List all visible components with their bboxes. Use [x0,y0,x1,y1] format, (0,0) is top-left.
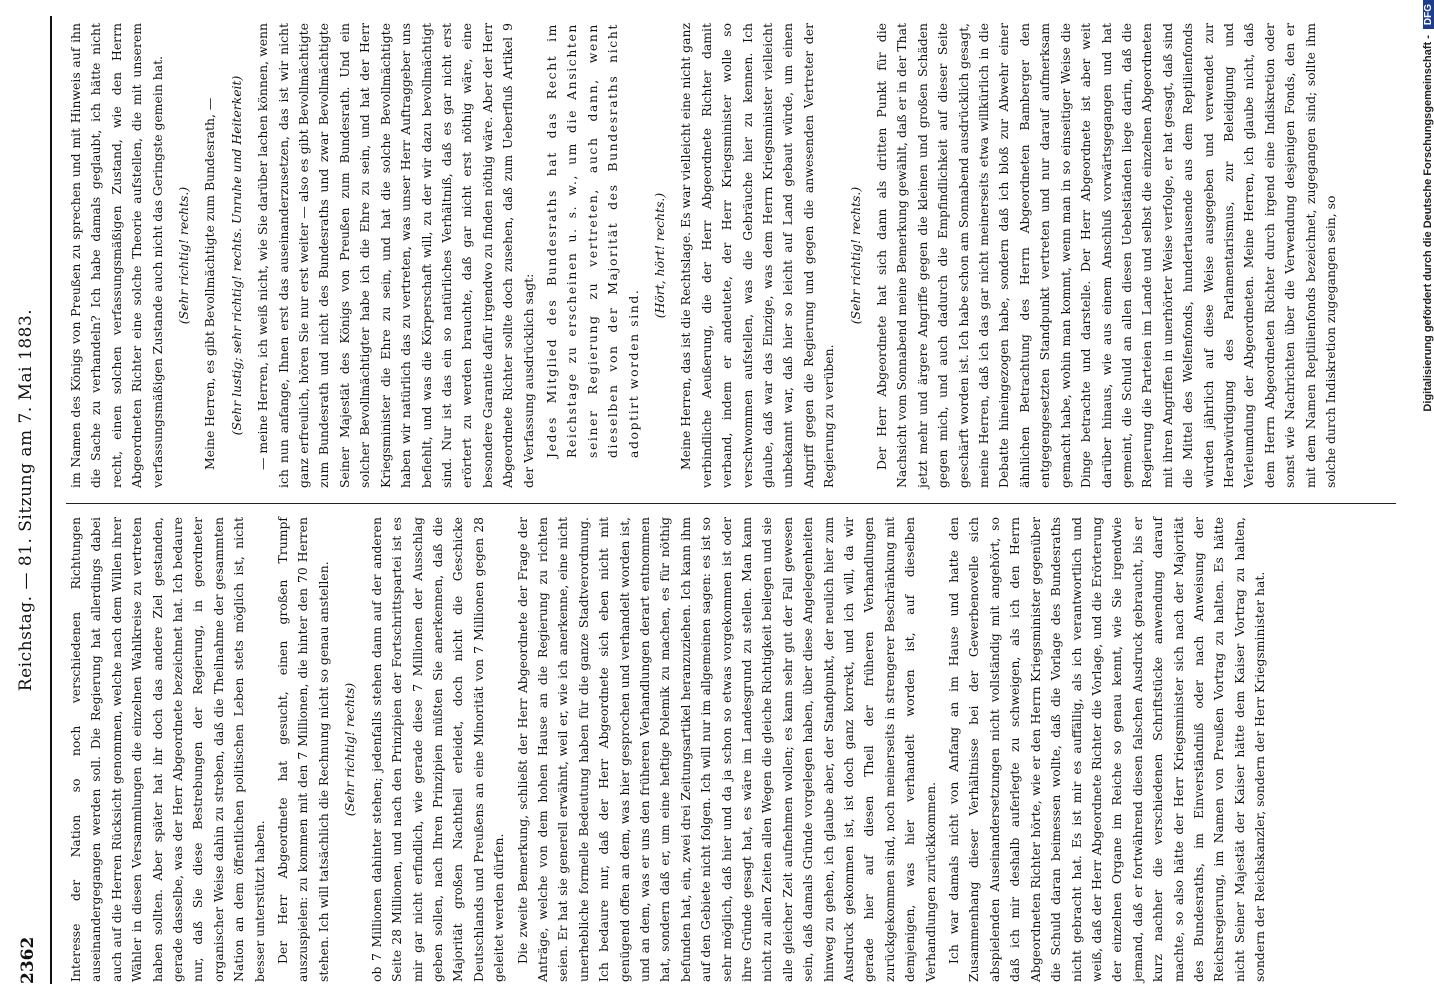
interjection: (Sehr richtig! rechts.) [176,186,192,325]
paragraph: Die zweite Bemerkung, schließt der Herr Abgeordnete der Frage der Anträge, welche von dem hohen Hause an die Regierung zu richten seien. Er hat sie generell erwähnt, weil er, wie ich anerkenne, eine nicht unerhebliche formelle Bedeutung haben für die ganze Stadtverordnung. Ich bedaure nur, daß der Herr Abgeordnete sich eben nicht mit genügend offen an dem, was hier gesprochen und verhandelt worden ist, und an dem, was er uns den früheren Verhandlungen derart entnommen hat, sondern daß er, um eine heftige Polemik zu machen, es für nöthig befunden hat, ein, zwei drei Zeitungsartikel heranzuziehen. Ich kann ihm auf den Gebiete nicht folgen. Ich will nur im allgemeinen sagen: es ist so sehr möglich, daß hier und da ja schon so etwas vorgekommen ist oder ihre Gründe gesagt hat, es wäre im Landesgrund zu stellen. Man kann nicht zu allen Zeiten allen Wegen die gleiche Richtigkeit beilegen und sie alle gleicher Zeit aufnehmen wollen; es kann sehr gut der Fall gewesen sein, daß damals Gründe vorgelegen haben, über diese Angelegenheiten hinweg zu gehen, ich glaube aber, der Standpunkt, der neulich hier zum Ausdruck gekommen ist, ist doch ganz korrekt, und ich will, da wir gerade hier auf diesen Theil der früheren Verhandlungen zurückgekommen sind, noch meinerseits in strengerer Beschränkung mit demjenigen, was hier verhandelt worden ist, auf dieselben Verhandlungen zurückkommen. [514,517,938,982]
credit-text: Digitalisierung gefördert durch die Deutsche Forschungsgemeinschaft - [1422,35,1434,412]
interjection: (Hört, hört! rechts.) [651,192,667,319]
quoted-article: Jedes Mitglied des Bundesraths hat das Recht im Reichstage zu erscheinen u. s. w., um die Ansichten seiner Regierung zu vertreten, auch dann, wenn dieselben von der Majorität des Bundesraths nicht adoptirt worden sind. [543,23,641,458]
digitization-credit [1412,0,1432,620]
paragraph: Meine Herren, es gibt Bevollmächtigte zum Bundesrath, — [202,97,218,470]
paragraph: Interesse der Nation so noch verschiedenen Richtungen auseinandergegangen werden soll. Die Regierung hat allerdings dabei auch auf die Herren Rücksicht genommen, welche nach dem Willen ihrer Wähler in diesen Versammlungen die einzelnen Wahlkreise zu vertreten haben sollten. Aber später hat ihr doch das andere Ziel gestanden, gerade dasselbe, was der Herr Abgeordnete bezeichnet hat. Ich bedaure nur, daß Sie diese Bestrebungen der Regierung, in geordneter organischer Weise dahin zu streben, daß die Theilnahme der gesammten Nation an dem öffentlichen politischen Leben stets möglich ist, nicht besser unterstützt haben. [68,517,267,982]
interjection: (Sehr richtig! rechts.) [847,186,863,325]
paragraph: Der Herr Abgeordnete hat gesucht, einen großen Trumpf auszuspielen: zu kommen mit den 7 Millionen, die hinter den 70 Herren stehen. Ich will tatsächlich die Rechnung nicht so genau anstellen. [275,517,331,982]
right-column [66,23,1344,488]
left-column [66,517,1274,982]
page-number: 2362 [18,936,38,984]
paragraph: im Namen des Königs von Preußen zu sprechen und mit Hinweis auf ihn die Sache zu verhandeln? Ich habe damals geglaubt, ich hätte nicht recht, einen solchen verfassungsmäßigen Zustand, wie den Herrn Abgeordneten Richter eine solche Theorie aufstellen, die mit unserem verfassungsmäßigen Zustande auch nicht das Geringste gemein hat. [68,23,165,488]
header-rule [50,16,52,984]
interjection: (Sehr richtig! rechts) [342,682,358,817]
column-divider [66,503,1396,504]
paragraph: Ich war damals nicht von Anfang an im Hause und hatte den Zusammenhang dieser Verhältnisse bei der Gewerbenovelle sich abspielenden Auseinandersetzungen nicht vollständig mit angehört, so daß ich mir deshalb auferlegte zu schweigen, als ich den Herrn Abgeordneten Richter hörte, wie er den Herrn Kriegsminister gegenüber die Schuld daran beimessen wollte, daß die Vorlage des Bundesraths nicht gebracht hat. Es ist mir es auffällig, als ich verantwortlich und weiß, daß der Herr Abgeordnete Richter die Vorlage, und die Erörterung der einzelnen Organe im Reiche so genau kennt, wie Sie irgendwie jemand, daß er fortwährend diesen falschen Ausdruck gebraucht, bis er kurz nachher die verschiedenen Schriftstücke anwendung darauf machte, so also hätte der Herr Kriegsminister sich nach der Majorität des Bundesraths, im Einverständniß oder nach Anweisung der Reichsregierung, im Namen von Preußen Vortrag zu halten. Es hätte nicht Seiner Majestät der Kaiser hätte dem Kaiser Vortrag zu halten, sondern der Reichskanzler, sondern der Herr Kriegsminister hat. [946,517,1268,982]
paragraph: ob 7 Millionen dahinter stehen; jedenfalls stehen dann auf der anderen Seite 28 Millionen, und nach den Prinzipien der Fortschrittspartei ist es mir gar nicht erfindlich, wie gerade diese 7 Millionen der Ausschlag geben sollen, nach Ihren Prinzipien müßten Sie anerkennen, daß die Majorität großen Nachtheil erleidet, doch nicht die Geschicke Deutschlands und Preußens an eine Minorität von 7 Millionen gegen 28 geleitet werden dürfen. [368,517,507,982]
paragraph: Der Herr Abgeordnete hat sich dann als dritten Punkt für die Nachsicht vom Sonnabend meine Bemerkung gewählt, daß er in der That jetzt mehr und ärgere Angriffe gegen die kleinen und großen Schäden gegen mich, und auch dadurch die Empfindlichkeit auf dieser Seite geschärft worden ist. Ich habe schon am Sonnabend ausdrücklich gesagt, meine Herren, daß ich das gar nicht meinerseits etwa willkürlich in die Debatte hineingezogen habe, sondern daß ich bloß zur Abwehr einer ähnlichen Betrachtung des Herrn Abgeordneten Bamberger den entgegengesetzten Standpunkt vertreten und nur darauf aufmerksam gemacht habe, wohin man kommt, wenn man in so einseitiger Weise die Dinge betrachte und darstelle. Der Herr Abgeordnete ist aber weit darüber hinaus, wie aus einem Anschluß vorwärtsgegangen und hat gemeint, die Schuld an allen diesen Uebelständen liege darin, daß die Regierung die Parteien im Lande und selbst die einzelnen Abgeordneten mit ihren Angriffen in unerhörter Weise verfolge, er hat gesagt, daß sind die Mittel des Welfenfonds, hundertausende aus dem Reptilienfonds würden jährlich auf diese Weise ausgegeben und verwendet zur Herabwürdigung des Parlamentarismus, zur Beleidigung und Verleumdung der Abgeordneten. Meine Herren, ich glaube nicht, daß dem Herrn Abgeordneten Richter durch irgend eine Indiskretion oder sonst wie Nachrichten über die Verwendung desjenigen Fonds, den er mit dem Namen Reptilienfonds bezeichnet, zugegangen sind; sollte ihm solche durch Indiskretion zugegangen sein, so [874,23,1338,488]
dfg-logo: DFG [1423,0,1434,29]
page-header [8,16,48,984]
paragraph: — meine Herren, ich weiß nicht, wie Sie darüber lachen können, wenn ich nun anfange, Ihnen erst das auseinanderzusetzen, das ist wir nicht ganz erfreulich, hören Sie nur erst weiter — also es gibt Bevollmächtigte zum Bundesrath und nicht des Bundesraths und zwar Bevollmächtigte Seiner Majestät des Königs von Preußen zum Bundesrath. Und ein solcher Bevollmächtigter habe ich die Ehre zu sein, und hat der Herr Kriegsminister die Ehre zu sein, und hat die solche Bevollmächtigte haben wir natürlich das zu vertreten, was unser Herr Auftraggeber uns befiehlt, und was die Körperschaft will, zu der wir dazu bevollmächtigt sind. Nur ist das ein so natürliches Verhältniß, daß es gar nicht erst erörtert zu werden brauchte, daß gar nicht erst nöthig wäre, eine besondere Garantie dafür irgendwo zu finden nöthig wäre. Aber der Herr Abgeordnete Richter sollte doch zusehen, daß zum Ueberfluß Artikel 9 der Verfassung ausdrücklich sagt: [255,23,536,488]
page-title: Reichstag. — 81. Sitzung am 7. Mai 1883. [16,308,36,692]
interjection: (Sehr lustig; sehr richtig! rechts. Unruhe und Heiterkeit) [228,75,244,436]
paragraph: Meine Herren, das ist die Rechtslage. Es war vielleicht eine nicht ganz verbindliche Aeußerung, die der Herr Abgeordnete Richter damit verband, indem er andeutete, der Herr Kriegsminister wolle so verschwommen aufstellen, was die Gebräuche hier zu kennen. Ich glaube, daß war das Einzige, was dem Herrn Kriegsminister vielleicht unbekannt war, daß hier so leicht auf Land gebaut würde, um einen Angriff gegen die Regierung und gegen die anwesenden Vertreter der Regierung zu verüben. [678,23,837,488]
